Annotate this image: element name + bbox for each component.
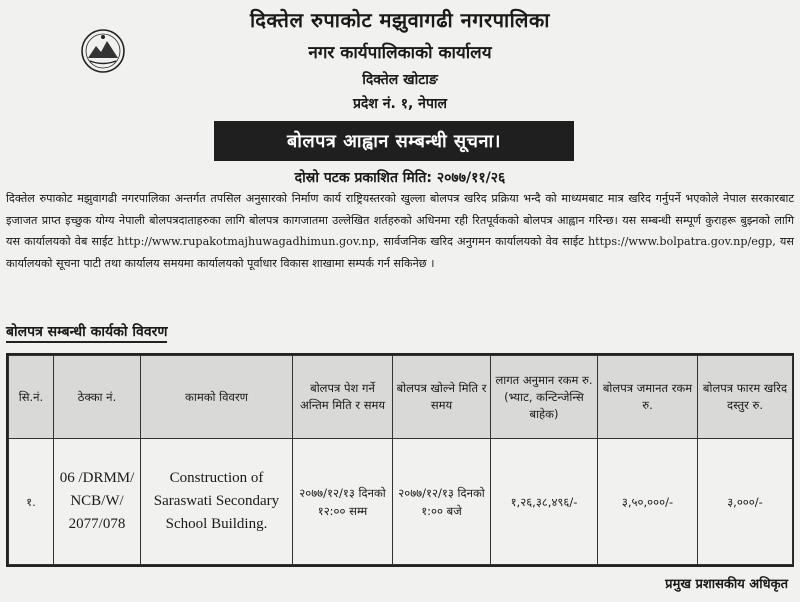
cell-submission: २०७७/१२/१३ दिनको १२:०० सम्म bbox=[293, 439, 393, 565]
signoff-title: प्रमुख प्रशासकीय अधिकृत bbox=[665, 577, 788, 592]
col-header-bid-security: बोलपत्र जमानत रकम रु. bbox=[598, 356, 698, 439]
notice-header bbox=[0, 0, 800, 118]
cell-bid-security: ३,५०,०००/- bbox=[598, 439, 698, 565]
col-header-submission: बोलपत्र पेश गर्ने अन्तिम मिति र समय bbox=[293, 356, 393, 439]
section-title-text: बोलपत्र सम्बन्धी कार्यको विवरण bbox=[6, 324, 167, 343]
office-location: दिक्तेल खोटाङ bbox=[362, 72, 438, 88]
province-label: प्रदेश नं. १, नेपाल bbox=[352, 96, 448, 112]
cell-form-fee: ३,०००/- bbox=[698, 439, 793, 565]
cell-sn: १. bbox=[9, 439, 54, 565]
col-header-opening: बोलपत्र खोल्ने मिति र समय bbox=[393, 356, 491, 439]
cell-description: Construction of Saraswati Secondary School Building. bbox=[141, 439, 293, 565]
cell-opening: २०७७/१२/१३ दिनको १:०० बजे bbox=[393, 439, 491, 565]
table-header-row bbox=[9, 356, 793, 439]
notice-body: दिक्तेल रुपाकोट मझुवागढी नगरपालिका अन्तर्गत तपसिल अनुसारको निर्माण कार्य राष्ट्रियस्तरको खुल्ला बोलपत्र खरिद प्रक्रिया भन्दै को माध्यमबाट मात्र खरिद गर्नुपर्ने भएकोले नेपाल सरकारबाट इजाजत प्राप्त इच्छुक योग्य नेपाली बोलपत्रदाताहरुका लागि बोलपत्र कागजातमा उल्लेखित शर्तहरुको अधिनमा रही रितपूर्वकको बोलपत्र आह्वान गरिन्छ। यस सम्बन्धी सम्पूर्ण कुराहरू बुझ्नको लागि यस कार्यालयको वेब साईट http://www.rupakotmajhuwagadhimun.gov.np, सार्वजनिक खरिद अनुगमन कार्यालयको वेव साईट https://www.bolpatra.gov.np/egp, यस कार्यालयको सूचना पाटी तथा कार्यालय समयमा कार्यालयको पूर्वाधार विकास शाखामा सम्पर्क गर्न सकिनेछ । bbox=[6, 192, 794, 270]
cell-contract-no: 06 /DRMM/ NCB/W/ 2077/078 bbox=[54, 439, 141, 565]
col-header-sn: सि.नं. bbox=[9, 356, 54, 439]
table-row bbox=[9, 439, 793, 565]
municipality-name: दिक्तेल रुपाकोट मझुवागढी नगरपालिका bbox=[250, 8, 550, 32]
col-header-estimate: लागत अनुमान रकम रु. (भ्याट, कन्टिन्जेन्सि बाहेक) bbox=[491, 356, 598, 439]
cell-estimate: १,२६,३८,४९६/- bbox=[491, 439, 598, 565]
notice-title-banner: बोलपत्र आह्वान सम्बन्धी सूचना। bbox=[214, 121, 574, 161]
col-header-description: कामको विवरण bbox=[141, 356, 293, 439]
publication-date: दोस्रो पटक प्रकाशित मिति: २०७७/११/२६ bbox=[294, 170, 506, 186]
section-title bbox=[6, 322, 167, 341]
bid-table bbox=[6, 353, 794, 567]
col-header-contract-no: ठेक्का नं. bbox=[54, 356, 141, 439]
col-header-form-fee: बोलपत्र फारम खरिद दस्तुर रु. bbox=[698, 356, 793, 439]
office-name: नगर कार्यपालिकाको कार्यालय bbox=[308, 43, 492, 63]
